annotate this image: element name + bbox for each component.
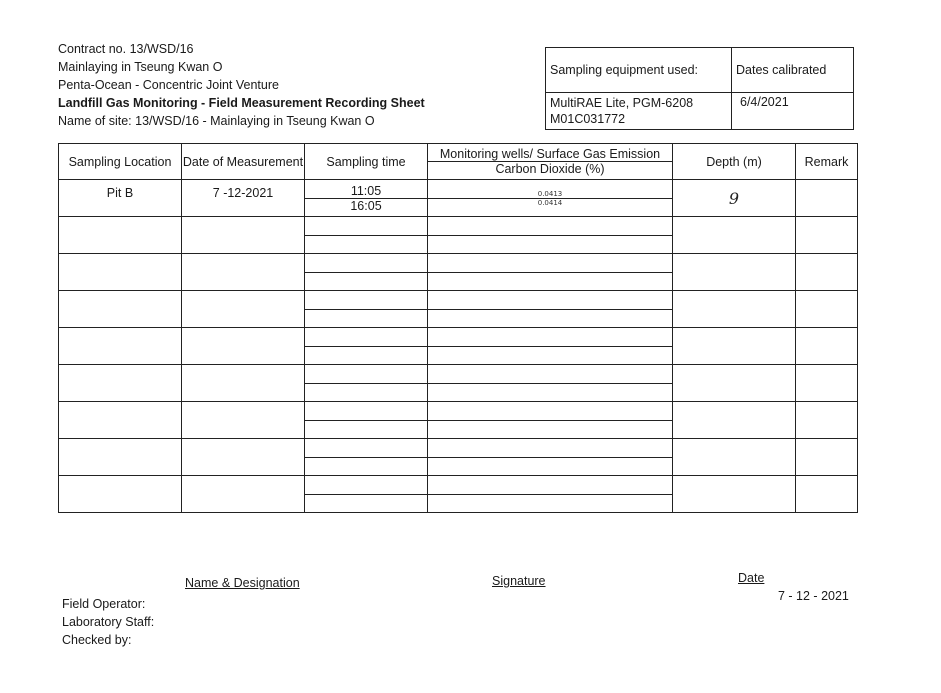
dates-calibrated-value: 6/4/2021 xyxy=(732,93,854,130)
measurement-table xyxy=(58,143,858,513)
equipment-serial: M01C031772 xyxy=(550,112,626,126)
cell-co2-1: 0.0413 xyxy=(537,189,563,198)
table-row xyxy=(59,254,858,291)
date-value: 7 - 12 - 2021 xyxy=(778,589,849,603)
table-row xyxy=(59,365,858,402)
table-row xyxy=(59,217,858,254)
equipment-model: MultiRAE Lite, PGM-6208 xyxy=(550,96,694,110)
equipment-used-value xyxy=(546,93,732,130)
header-carbon-dioxide: Carbon Dioxide (%) xyxy=(428,161,672,176)
cell-location: Pit B xyxy=(59,180,182,217)
date-label: Date xyxy=(738,571,765,585)
equipment-used-label: Sampling equipment used: xyxy=(546,48,732,93)
project-name: Mainlaying in Tseung Kwan O xyxy=(58,60,223,74)
table-row xyxy=(59,476,858,513)
header-sampling-location: Sampling Location xyxy=(59,144,182,180)
header-depth: Depth (m) xyxy=(673,144,796,180)
contract-number: Contract no. 13/WSD/16 xyxy=(58,42,194,56)
cell-depth: 9 xyxy=(673,180,796,217)
table-row xyxy=(59,439,858,476)
signature-label: Signature xyxy=(492,574,546,588)
cell-time-1: 11:05 xyxy=(350,183,382,198)
table-row xyxy=(59,291,858,328)
contractor-name: Penta-Ocean - Concentric Joint Venture xyxy=(58,78,279,92)
name-designation-label: Name & Designation xyxy=(185,576,300,590)
field-operator-label: Field Operator: xyxy=(62,597,146,611)
laboratory-staff-label: Laboratory Staff: xyxy=(62,615,155,629)
cell-date: 7 -12-2021 xyxy=(182,180,305,217)
header-sampling-time: Sampling time xyxy=(305,144,428,180)
site-name: Name of site: 13/WSD/16 - Mainlaying in Tseung Kwan O xyxy=(58,114,375,128)
cell-co2-2: 0.0414 xyxy=(428,198,672,207)
table-row xyxy=(59,402,858,439)
table-header-row xyxy=(59,144,858,180)
cell-time-2: 16:05 xyxy=(305,198,427,213)
cell-co2 xyxy=(428,180,673,217)
header-date: Date of Measurement xyxy=(182,144,305,180)
header-gas-emission-title: Monitoring wells/ Surface Gas Emission xyxy=(439,147,661,161)
table-row xyxy=(59,328,858,365)
cell-remark xyxy=(796,180,858,217)
header-gas-emission xyxy=(428,144,673,180)
cell-time xyxy=(305,180,428,217)
table-row xyxy=(59,180,858,217)
header-remark: Remark xyxy=(796,144,858,180)
sheet-title: Landfill Gas Monitoring - Field Measurement Recording Sheet xyxy=(58,96,425,110)
checked-by-label: Checked by: xyxy=(62,633,132,647)
dates-calibrated-label: Dates calibrated xyxy=(732,48,854,93)
document-header xyxy=(58,40,425,130)
equipment-table xyxy=(545,47,854,130)
